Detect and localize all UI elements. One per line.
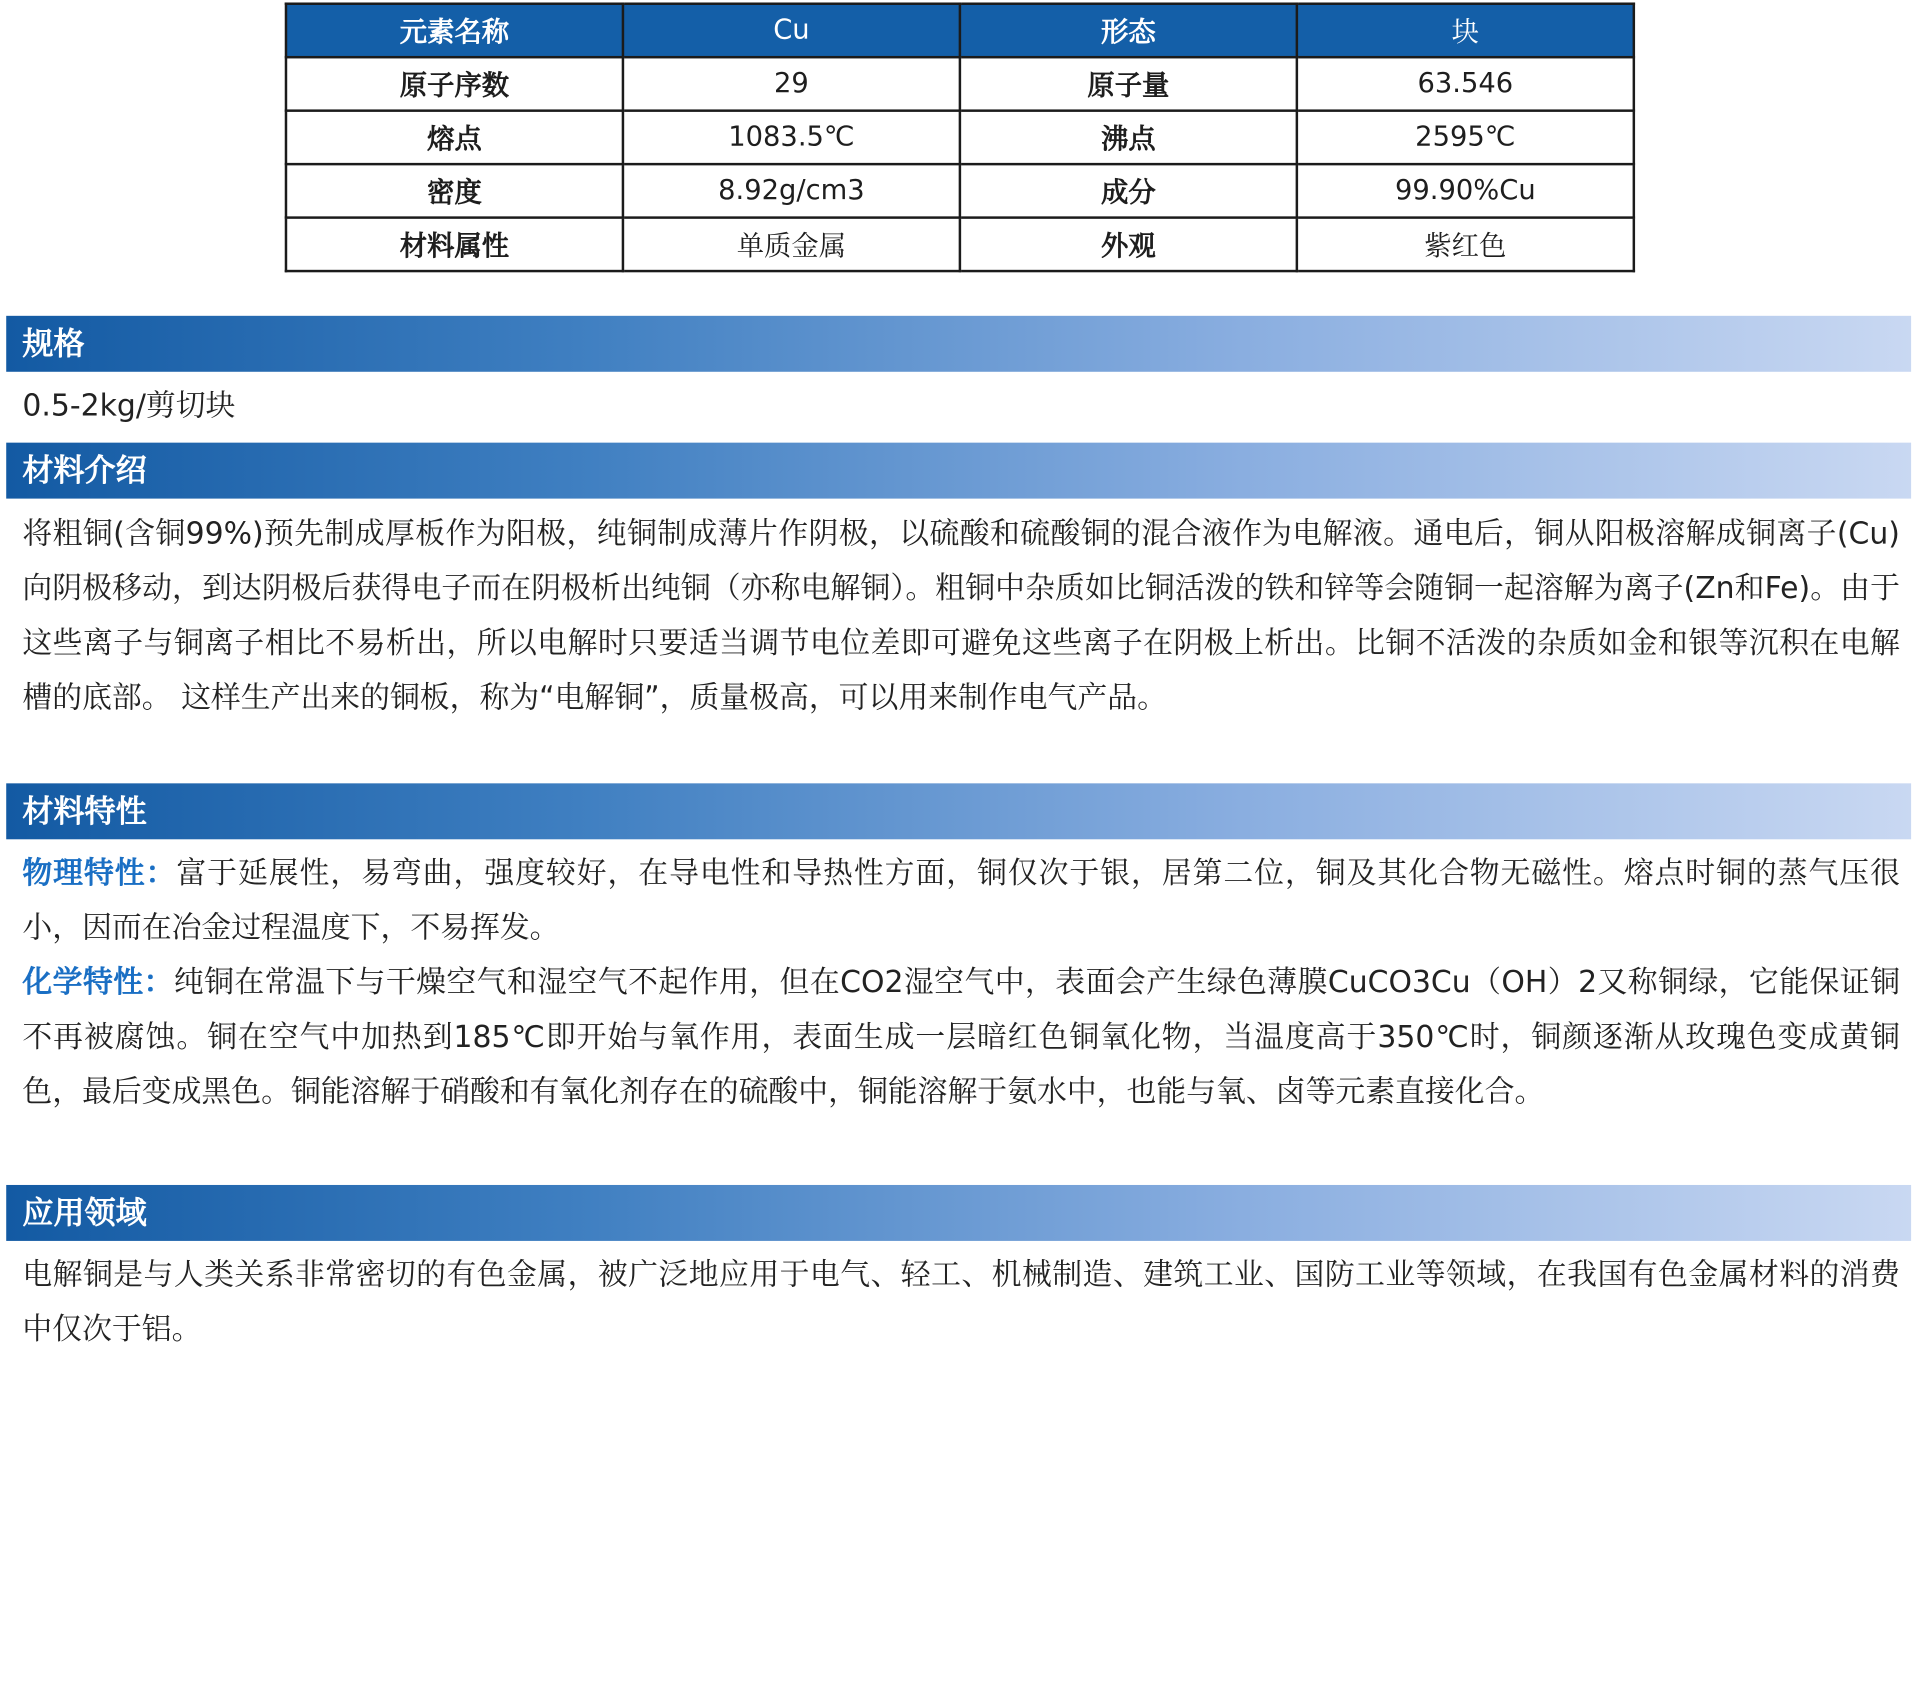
- table-value-cell: 8.92g/cm3: [623, 164, 960, 217]
- physical-properties-text: [22, 846, 1900, 955]
- table-key-cell: 密度: [286, 164, 623, 217]
- section-title: 材料介绍: [22, 452, 147, 489]
- table-key-cell: 外观: [960, 218, 1297, 271]
- table-key-cell: 形态: [960, 4, 1297, 57]
- chemical-label: 化学特性：: [22, 964, 174, 1000]
- table-value-cell: 紫红色: [1297, 218, 1634, 271]
- table-value-cell: Cu: [623, 4, 960, 57]
- table-value-cell: 29: [623, 57, 960, 110]
- table-value-cell: 99.90%Cu: [1297, 164, 1634, 217]
- chemical-text: 纯铜在常温下与干燥空气和湿空气不起作用，但在CO2湿空气中，表面会产生绿色薄膜CuCO3Cu（OH）2又称铜绿，它能保证铜不再被腐蚀。铜在空气中加热到185℃即开始与氧作用，表面生成一层暗红色铜氧化物，当温度高于350℃时，铜颜逐渐从玫瑰色变成黄铜色，最后变成黑色。铜能溶解于硝酸和有氧化剂存在的硫酸中，铜能溶解于氨水中，也能与氧、卤等元素直接化合。: [22, 964, 1900, 1110]
- table-key-cell: 沸点: [960, 111, 1297, 164]
- table-value-cell: 2595℃: [1297, 111, 1634, 164]
- property-table: [285, 2, 1635, 272]
- spec-text: 0.5-2kg/剪切块: [22, 387, 236, 423]
- table-row: [286, 164, 1634, 217]
- table-key-cell: 元素名称: [286, 4, 623, 57]
- table-value-cell: 1083.5℃: [623, 111, 960, 164]
- table-row: [286, 111, 1634, 164]
- chemical-properties-text: [22, 955, 1900, 1119]
- table-value-cell: 单质金属: [623, 218, 960, 271]
- table-key-cell: 原子序数: [286, 57, 623, 110]
- section-header-application: [6, 1185, 1911, 1241]
- application-text: 电解铜是与人类关系非常密切的有色金属，被广泛地应用于电气、轻工、机械制造、建筑工业、国防工业等领域，在我国有色金属材料的消费中仅次于铝。: [22, 1257, 1900, 1347]
- table-row: [286, 57, 1634, 110]
- section-title: 规格: [22, 325, 85, 362]
- table-row: [286, 218, 1634, 271]
- section-title: 应用领域: [22, 1194, 147, 1231]
- table-row: [286, 4, 1634, 57]
- table-key-cell: 原子量: [960, 57, 1297, 110]
- table-value-cell: 63.546: [1297, 57, 1634, 110]
- intro-text: 将粗铜(含铜99%)预先制成厚板作为阳极，纯铜制成薄片作阴极，以硫酸和硫酸铜的混合液作为电解液。通电后，铜从阳极溶解成铜离子(Cu)向阴极移动，到达阴极后获得电子而在阴极析出纯铜（亦称电解铜）。粗铜中杂质如比铜活泼的铁和锌等会随铜一起溶解为离子(Zn和Fe)。由于这些离子与铜离子相比不易析出，所以电解时只要适当调节电位差即可避免这些离子在阴极上析出。比铜不活泼的杂质如金和银等沉积在电解槽的底部。 这样生产出来的铜板，称为“电解铜”，质量极高，可以用来制作电气产品。: [22, 516, 1900, 715]
- table-key-cell: 材料属性: [286, 218, 623, 271]
- section-title: 材料特性: [22, 793, 147, 830]
- section-header-intro: [6, 443, 1911, 499]
- physical-label: 物理特性：: [22, 855, 177, 891]
- section-header-properties: [6, 783, 1911, 839]
- table-key-cell: 成分: [960, 164, 1297, 217]
- section-header-spec: [6, 316, 1911, 372]
- table-key-cell: 熔点: [286, 111, 623, 164]
- physical-text: 富于延展性，易弯曲，强度较好，在导电性和导热性方面，铜仅次于银，居第二位，铜及其化合物无磁性。熔点时铜的蒸气压很小，因而在冶金过程温度下，不易挥发。: [22, 855, 1900, 945]
- table-value-cell: 块: [1297, 4, 1634, 57]
